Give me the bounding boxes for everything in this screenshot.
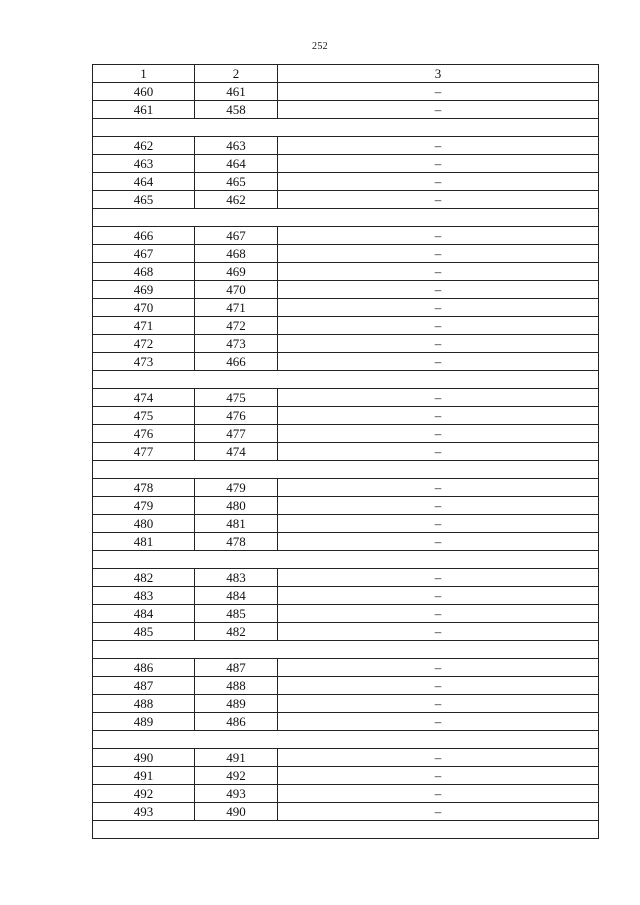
table-cell-col-3: –	[278, 245, 599, 263]
table-cell-col-1: 472	[93, 335, 195, 353]
table-cell-col-3: –	[278, 335, 599, 353]
table-row	[93, 443, 599, 461]
table-cell-col-2: 461	[195, 83, 278, 101]
table-cell-col-1: 461	[93, 101, 195, 119]
table-cell-col-3: –	[278, 623, 599, 641]
table-row	[93, 479, 599, 497]
table-cell-col-2: 476	[195, 407, 278, 425]
column-header-3: 3	[278, 65, 599, 83]
table-body	[93, 83, 599, 839]
table-cell-col-3: –	[278, 785, 599, 803]
table-cell-col-3: –	[278, 173, 599, 191]
table-cell-col-3: –	[278, 767, 599, 785]
table-cell-col-3: –	[278, 605, 599, 623]
table-cell-col-2: 481	[195, 515, 278, 533]
table-cell-col-3: –	[278, 191, 599, 209]
table-row	[93, 587, 599, 605]
table-cell-col-2: 483	[195, 569, 278, 587]
table-cell-col-3: –	[278, 407, 599, 425]
table-cell-col-3: –	[278, 515, 599, 533]
table-cell-col-3: –	[278, 137, 599, 155]
table-cell-col-1: 462	[93, 137, 195, 155]
table-cell-col-2: 471	[195, 299, 278, 317]
table-cell-col-1: 483	[93, 587, 195, 605]
table-row	[93, 101, 599, 119]
table-cell-col-1: 485	[93, 623, 195, 641]
table-row	[93, 335, 599, 353]
group-separator-row	[93, 551, 599, 569]
column-header-2: 2	[195, 65, 278, 83]
table-row	[93, 767, 599, 785]
table-cell-col-3: –	[278, 299, 599, 317]
table-cell-col-3: –	[278, 389, 599, 407]
table-cell-col-1: 463	[93, 155, 195, 173]
table-cell-col-1: 480	[93, 515, 195, 533]
table-cell-col-3: –	[278, 317, 599, 335]
table-row	[93, 353, 599, 371]
table-row	[93, 497, 599, 515]
table-cell-col-2: 485	[195, 605, 278, 623]
table-cell-col-1: 469	[93, 281, 195, 299]
table-row	[93, 659, 599, 677]
table-row	[93, 605, 599, 623]
table-row	[93, 533, 599, 551]
table-header-row	[93, 65, 599, 83]
table-row	[93, 389, 599, 407]
group-separator-row	[93, 641, 599, 659]
table-row	[93, 713, 599, 731]
table-row	[93, 155, 599, 173]
table-cell-col-2: 458	[195, 101, 278, 119]
table-cell-col-2: 474	[195, 443, 278, 461]
table-cell-col-3: –	[278, 569, 599, 587]
table-cell-col-2: 465	[195, 173, 278, 191]
table-cell-col-1: 476	[93, 425, 195, 443]
table-cell-col-1: 487	[93, 677, 195, 695]
table-cell-col-3: –	[278, 713, 599, 731]
table-cell-col-1: 475	[93, 407, 195, 425]
table-cell-col-1: 468	[93, 263, 195, 281]
table-row	[93, 569, 599, 587]
group-separator-cell	[93, 371, 599, 389]
table-cell-col-2: 491	[195, 749, 278, 767]
table-row	[93, 803, 599, 821]
table-row	[93, 263, 599, 281]
table-cell-col-1: 467	[93, 245, 195, 263]
table-cell-col-1: 491	[93, 767, 195, 785]
table-row	[93, 245, 599, 263]
group-separator-cell	[93, 641, 599, 659]
table-cell-col-1: 466	[93, 227, 195, 245]
group-separator-row	[93, 821, 599, 839]
table-cell-col-2: 475	[195, 389, 278, 407]
table-cell-col-1: 460	[93, 83, 195, 101]
table-cell-col-2: 463	[195, 137, 278, 155]
table-row	[93, 137, 599, 155]
table-row	[93, 425, 599, 443]
table-row	[93, 785, 599, 803]
table-cell-col-1: 490	[93, 749, 195, 767]
table-cell-col-3: –	[278, 443, 599, 461]
table-cell-col-3: –	[278, 425, 599, 443]
table-row	[93, 695, 599, 713]
table-cell-col-1: 473	[93, 353, 195, 371]
table-cell-col-3: –	[278, 677, 599, 695]
data-table	[92, 64, 599, 839]
table-cell-col-1: 488	[93, 695, 195, 713]
table-cell-col-2: 493	[195, 785, 278, 803]
table-cell-col-2: 469	[195, 263, 278, 281]
group-separator-row	[93, 731, 599, 749]
table-cell-col-3: –	[278, 281, 599, 299]
group-separator-cell	[93, 461, 599, 479]
group-separator-cell	[93, 209, 599, 227]
table-cell-col-1: 465	[93, 191, 195, 209]
table-cell-col-3: –	[278, 749, 599, 767]
table-cell-col-2: 477	[195, 425, 278, 443]
table-row	[93, 281, 599, 299]
table-cell-col-3: –	[278, 659, 599, 677]
table-cell-col-3: –	[278, 587, 599, 605]
table-cell-col-3: –	[278, 479, 599, 497]
table-cell-col-1: 478	[93, 479, 195, 497]
table-cell-col-2: 473	[195, 335, 278, 353]
table-cell-col-2: 488	[195, 677, 278, 695]
table-cell-col-3: –	[278, 533, 599, 551]
table-cell-col-2: 472	[195, 317, 278, 335]
table-row	[93, 677, 599, 695]
table-cell-col-1: 493	[93, 803, 195, 821]
table-row	[93, 299, 599, 317]
table-cell-col-2: 479	[195, 479, 278, 497]
table-cell-col-1: 482	[93, 569, 195, 587]
table-cell-col-2: 467	[195, 227, 278, 245]
table-cell-col-2: 486	[195, 713, 278, 731]
group-separator-cell	[93, 731, 599, 749]
group-separator-row	[93, 371, 599, 389]
table-row	[93, 407, 599, 425]
table-cell-col-1: 486	[93, 659, 195, 677]
table-cell-col-2: 478	[195, 533, 278, 551]
table-cell-col-2: 484	[195, 587, 278, 605]
table-cell-col-2: 462	[195, 191, 278, 209]
table-cell-col-3: –	[278, 101, 599, 119]
table-cell-col-2: 489	[195, 695, 278, 713]
table-cell-col-3: –	[278, 263, 599, 281]
table-cell-col-2: 492	[195, 767, 278, 785]
table-cell-col-2: 482	[195, 623, 278, 641]
table-cell-col-3: –	[278, 695, 599, 713]
table-row	[93, 623, 599, 641]
table-cell-col-2: 464	[195, 155, 278, 173]
table-row	[93, 515, 599, 533]
table-row	[93, 83, 599, 101]
group-separator-row	[93, 461, 599, 479]
table-cell-col-1: 477	[93, 443, 195, 461]
table-cell-col-2: 466	[195, 353, 278, 371]
table-cell-col-2: 487	[195, 659, 278, 677]
table-cell-col-3: –	[278, 497, 599, 515]
table-row	[93, 749, 599, 767]
table-cell-col-1: 464	[93, 173, 195, 191]
group-separator-cell	[93, 119, 599, 137]
table-cell-col-1: 484	[93, 605, 195, 623]
table-row	[93, 317, 599, 335]
table-cell-col-1: 479	[93, 497, 195, 515]
group-separator-row	[93, 209, 599, 227]
table-row	[93, 173, 599, 191]
table-row	[93, 227, 599, 245]
table-cell-col-1: 481	[93, 533, 195, 551]
group-separator-cell	[93, 821, 599, 839]
page-number: 252	[312, 41, 328, 52]
table-cell-col-3: –	[278, 155, 599, 173]
table-cell-col-2: 470	[195, 281, 278, 299]
table-cell-col-3: –	[278, 803, 599, 821]
table-cell-col-3: –	[278, 83, 599, 101]
table-cell-col-1: 474	[93, 389, 195, 407]
table-cell-col-2: 490	[195, 803, 278, 821]
table-cell-col-2: 480	[195, 497, 278, 515]
table-cell-col-3: –	[278, 353, 599, 371]
table-cell-col-2: 468	[195, 245, 278, 263]
table-cell-col-1: 471	[93, 317, 195, 335]
table-cell-col-1: 492	[93, 785, 195, 803]
table-cell-col-1: 489	[93, 713, 195, 731]
table-cell-col-3: –	[278, 227, 599, 245]
group-separator-cell	[93, 551, 599, 569]
table-cell-col-1: 470	[93, 299, 195, 317]
table-row	[93, 191, 599, 209]
column-header-1: 1	[93, 65, 195, 83]
group-separator-row	[93, 119, 599, 137]
